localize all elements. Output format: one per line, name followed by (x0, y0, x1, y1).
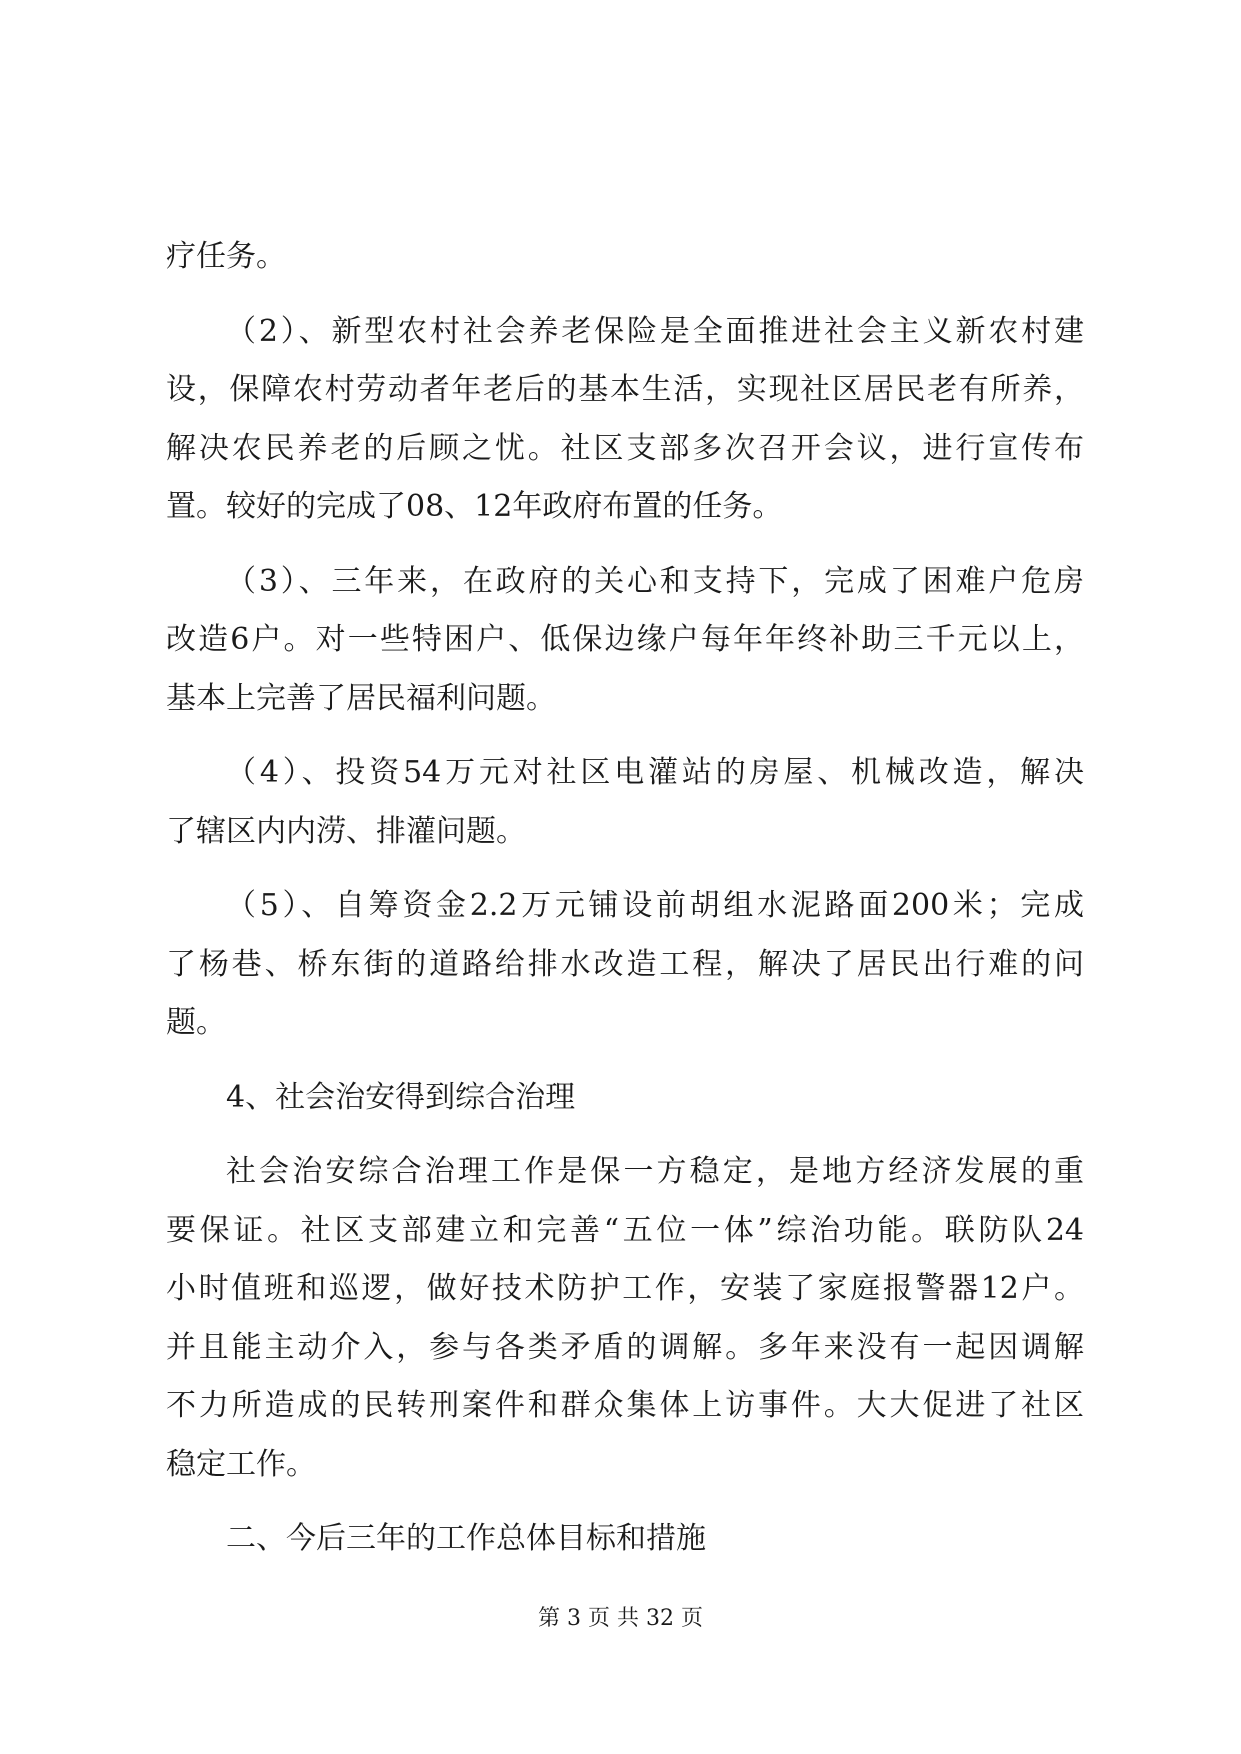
text-line: 设，保障农村劳动者年老后的基本生活，实现社区居民老有所养， (166, 372, 1084, 407)
text-line: 基本上完善了居民福利问题。 (166, 680, 556, 716)
paragraph-4-start: （4）、投资54万元对社区电灌站的房屋、机械改造，解决 (226, 755, 1084, 790)
text-line: 稳定工作。 (166, 1446, 316, 1482)
page-number-footer: 第 3 页 共 32 页 (538, 1606, 703, 1631)
text-line: 疗任务。 (166, 239, 286, 274)
text-line: 题。 (166, 1005, 226, 1040)
text-line: 改造6户。对一些特困户、低保边缘户每年年终补助三千元以上， (166, 622, 1084, 657)
body-text (166, 228, 1084, 1569)
text-line: 不力所造成的民转刑案件和群众集体上访事件。大大促进了社区 (166, 1388, 1084, 1423)
text-line: 置。较好的完成了08、12年政府布置的任务。 (166, 489, 783, 524)
text-line: 小时值班和巡逻，做好技术防护工作，安装了家庭报警器12户。 (166, 1271, 1084, 1306)
paragraph-2-start: （2）、新型农村社会养老保险是全面推进社会主义新农村建 (226, 313, 1084, 349)
paragraph-3-start: （3）、三年来，在政府的关心和支持下，完成了困难户危房 (226, 563, 1084, 599)
text-line: 并且能主动介入，参与各类矛盾的调解。多年来没有一起因调解 (166, 1329, 1084, 1365)
section-heading: 4、社会治安得到综合治理 (226, 1079, 576, 1115)
text-line: 了杨巷、桥东街的道路给排水改造工程，解决了居民出行难的问 (166, 946, 1084, 982)
chapter-heading: 二、今后三年的工作总体目标和措施 (226, 1521, 706, 1556)
text-line: 了辖区内内涝、排灌问题。 (166, 813, 526, 849)
paragraph-security-start: 社会治安综合治理工作是保一方稳定，是地方经济发展的重 (226, 1154, 1084, 1189)
paragraph-5-start: （5）、自筹资金2.2万元铺设前胡组水泥路面200米；完成 (226, 888, 1084, 923)
text-line: 要保证。社区支部建立和完善“五位一体”综治功能。联防队24 (166, 1212, 1084, 1248)
text-line: 解决农民养老的后顾之忧。社区支部多次召开会议，进行宣传布 (166, 430, 1084, 466)
